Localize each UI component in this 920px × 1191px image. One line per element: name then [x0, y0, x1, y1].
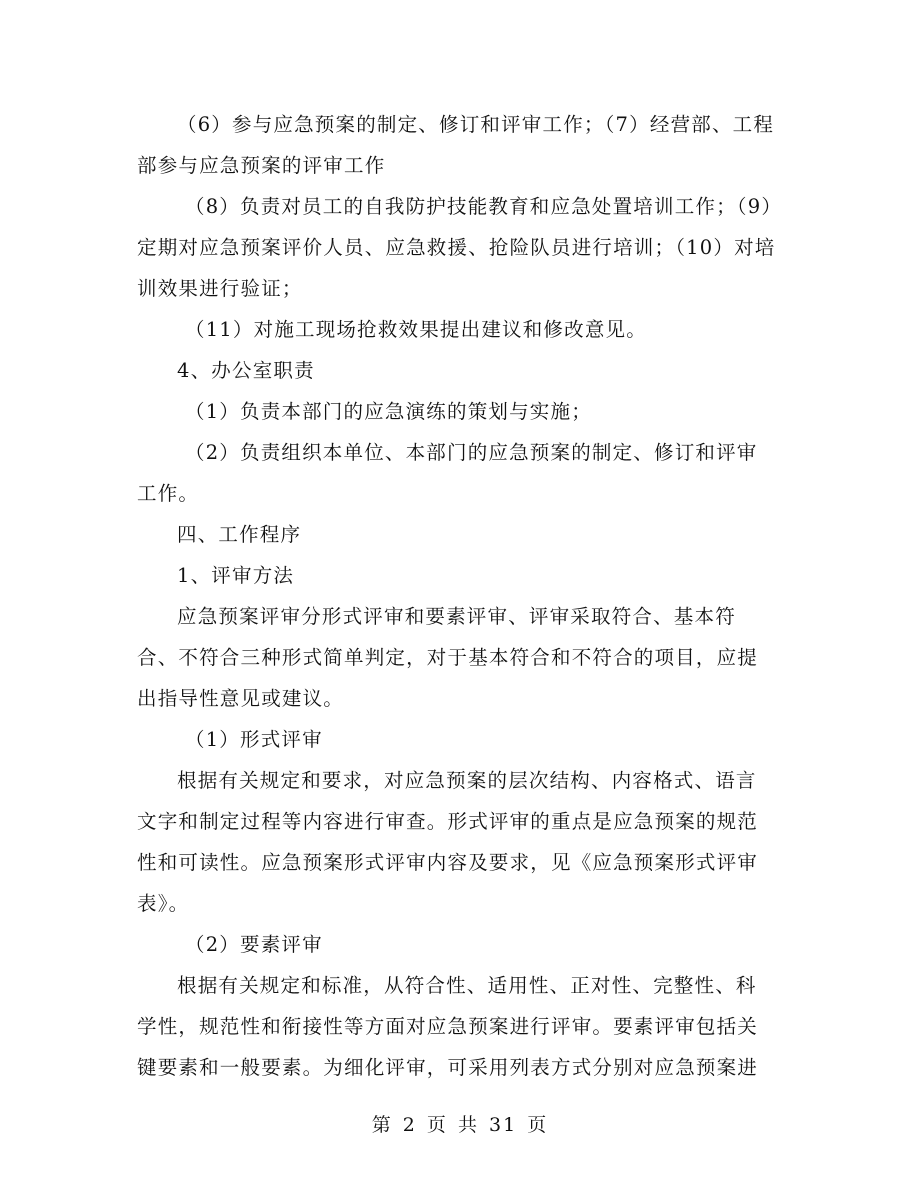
- paragraph-duty-11: （11）对施工现场抢救效果提出建议和修改意见。: [185, 318, 647, 341]
- document-body: [137, 104, 777, 1088]
- page-number-footer: 第 2 页 共 31 页: [371, 1114, 549, 1136]
- paragraph-office-duty-1: （1）负责本部门的应急演练的策划与实施；: [185, 400, 592, 423]
- heading-review-method: 1、评审方法: [177, 564, 295, 587]
- paragraph-formal-review: 根据有关规定和要求，对应急预案的层次结构、内容格式、语言文字和制定过程等内容进行审查。形式评审的重点是应急预案的规范性和可读性。应急预案形式评审内容及要求，见《应急预案形式评审表》。: [137, 769, 759, 915]
- heading-element-review: （2）要素评审: [185, 933, 323, 956]
- heading-formal-review: （1）形式评审: [185, 728, 323, 751]
- paragraph-element-review: 根据有关规定和标准，从符合性、适用性、正对性、完整性、科学性，规范性和衔接性等方面对应急预案进行评审。要素评审包括关键要素和一般要素。为细化评审，可采用列表方式分别对应急预案进: [137, 974, 759, 1079]
- heading-office-duties: 4、办公室职责: [177, 359, 315, 382]
- paragraph-review-method: 应急预案评审分形式评审和要素评审、评审采取符合、基本符合、不符合三种形式简单判定，对于基本符合和不符合的项目，应提出指导性意见或建议。: [137, 605, 759, 710]
- paragraph-duty-8-10: （8）负责对员工的自我防护技能教育和应急处置培训工作；（9）定期对应急预案评价人员、应急救援、抢险队员进行培训；（10）对培训效果进行验证；: [137, 195, 776, 300]
- heading-work-procedure: 四、工作程序: [177, 523, 302, 546]
- paragraph-duty-6-7: （6）参与应急预案的制定、修订和评审工作；（7）经营部、工程部参与应急预案的评审工作: [137, 113, 775, 177]
- paragraph-office-duty-2: （2）负责组织本单位、本部门的应急预案的制定、修订和评审工作。: [137, 441, 758, 505]
